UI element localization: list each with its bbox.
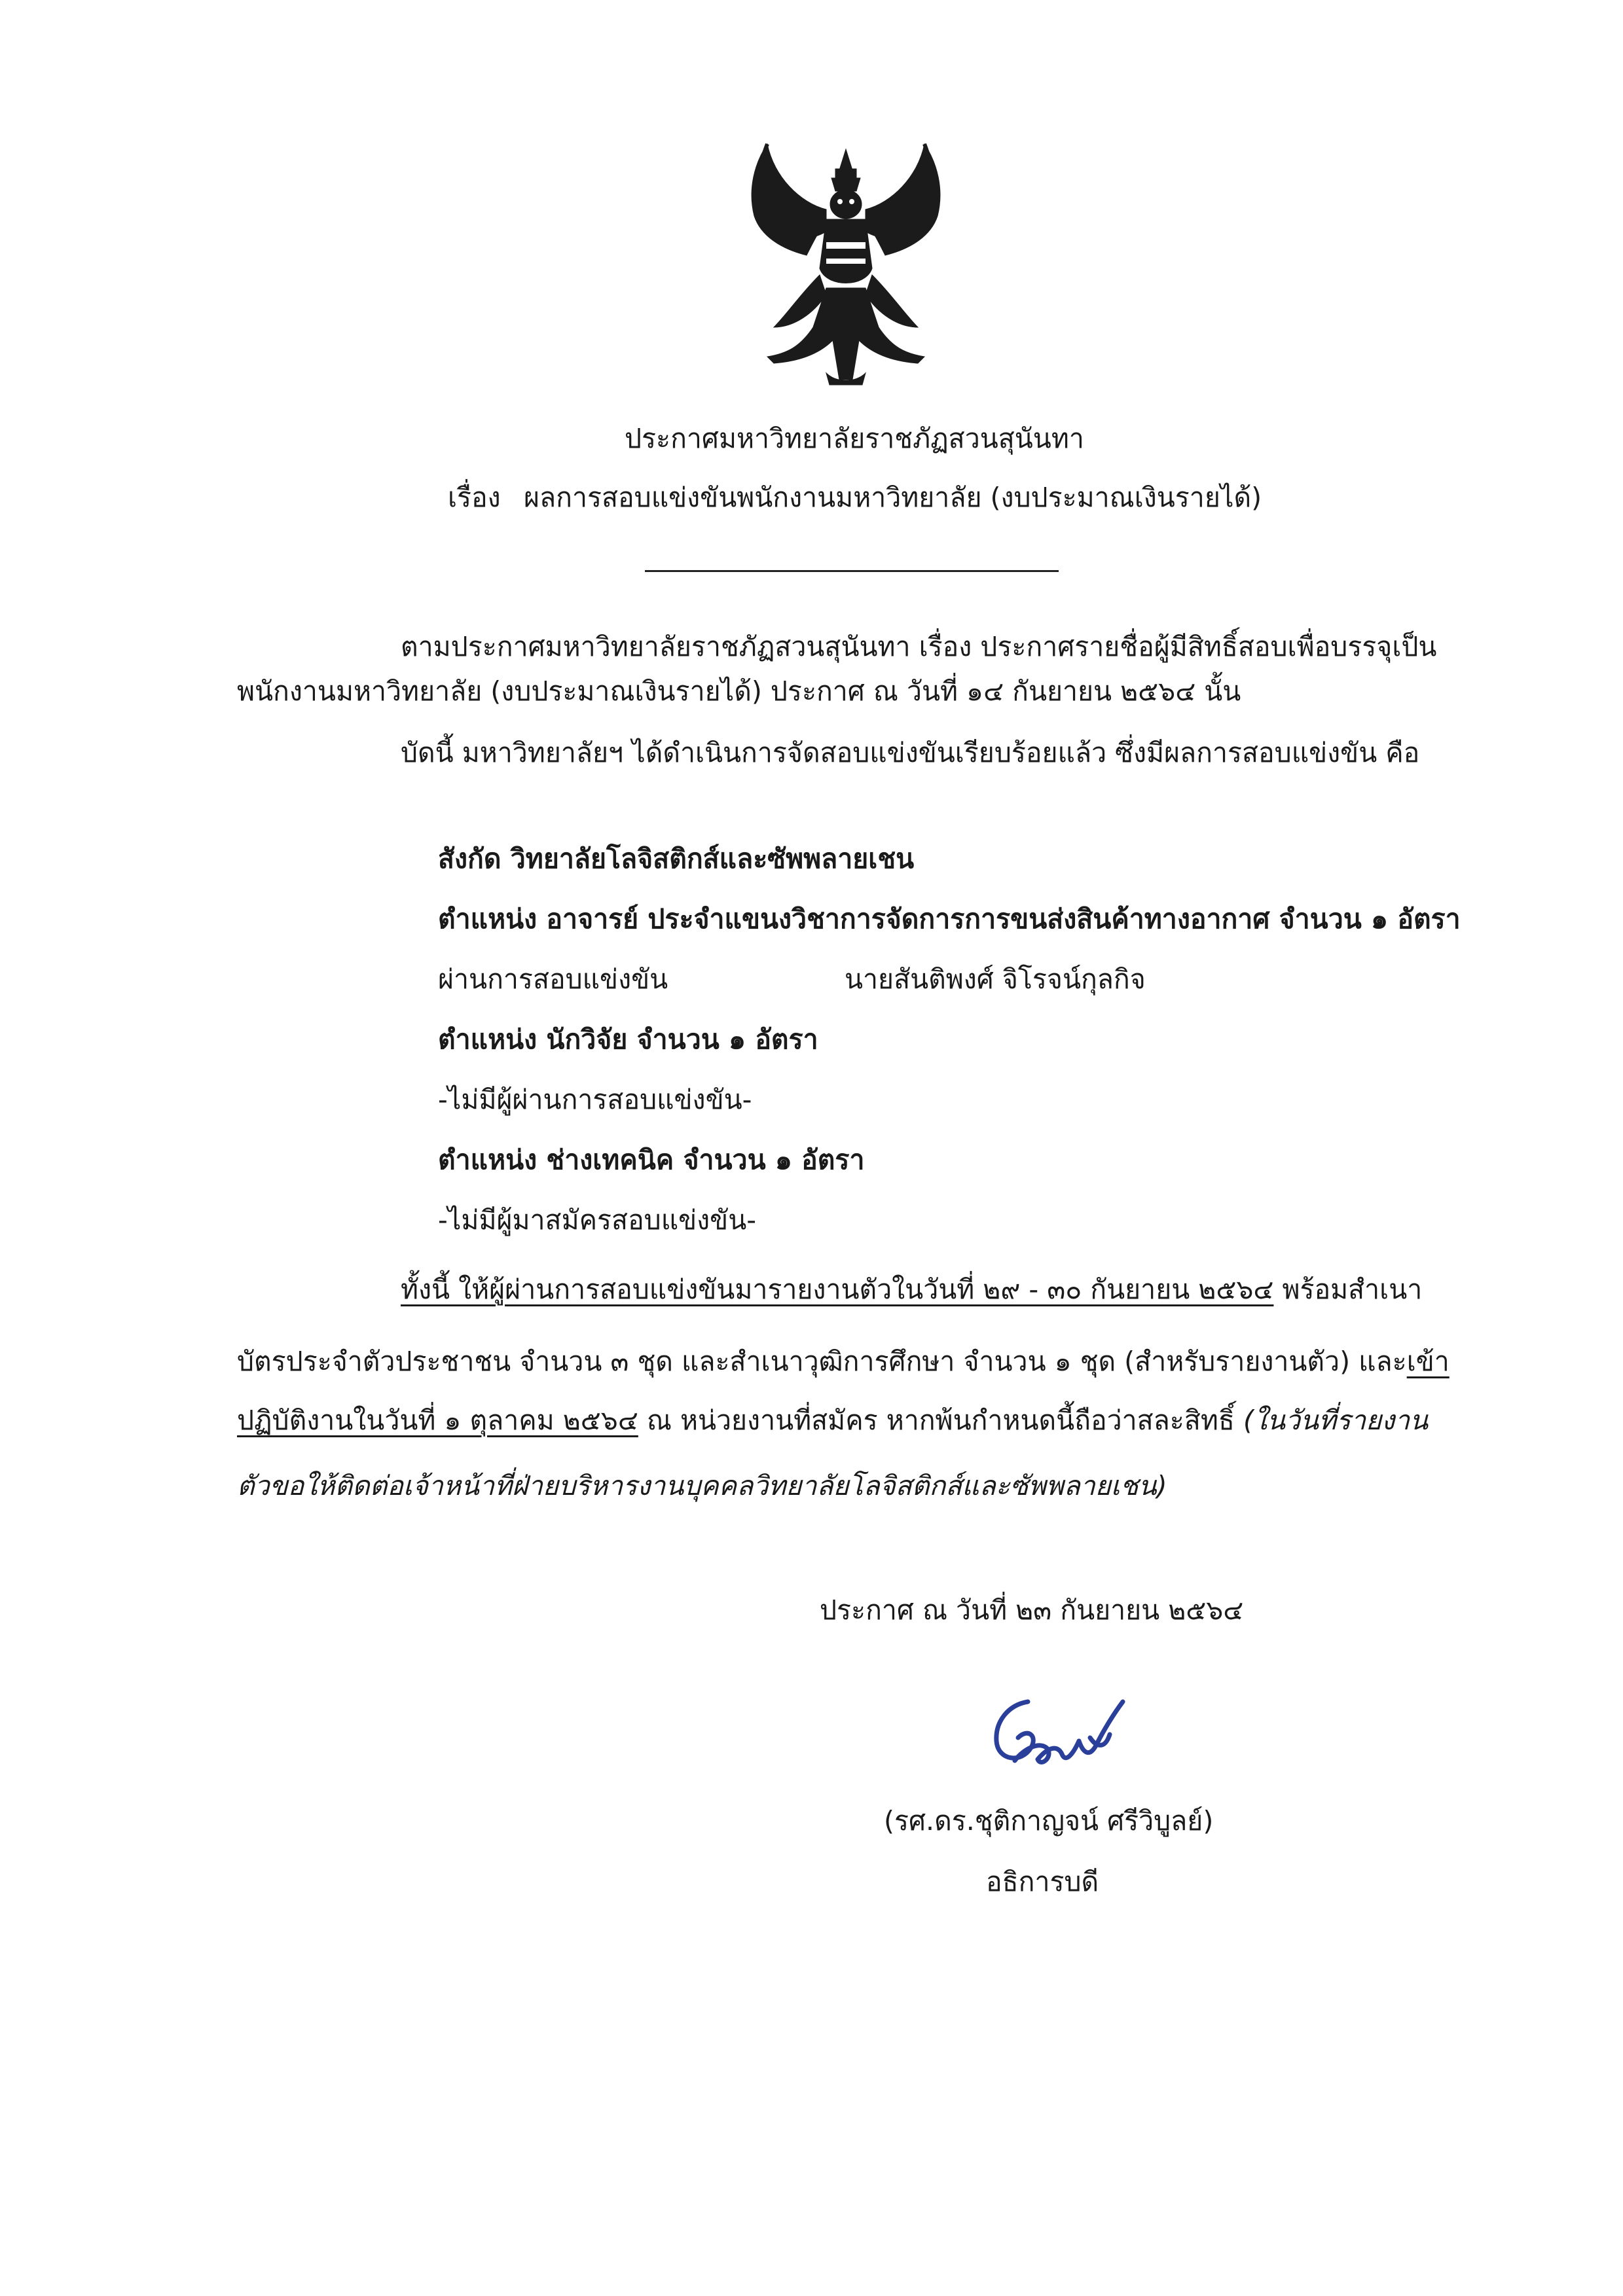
signer-name: (รศ.ดร.ชุติกาญจน์ ศรีวิบูลย์) — [884, 1805, 1214, 1837]
intro-line-3: บัดนี้ มหาวิทยาลัยฯ ได้ดำเนินการจัดสอบแข่งขันเรียบร้อยแล้ว ซึ่งมีผลการสอบแข่งขัน คือ — [401, 737, 1420, 768]
subject: ผลการสอบแข่งขันพนักงานมหาวิทยาลัย (งบประมาณเงินรายได้) — [524, 482, 1262, 513]
position-2-heading: ตำแหน่ง นักวิจัย จำนวน ๑ อัตรา — [438, 1024, 818, 1055]
start-date-underlined: ปฏิบัติงานในวันที่ ๑ ตุลาคม ๒๕๖๔ — [237, 1405, 638, 1436]
intro-line-2: พนักงานมหาวิทยาลัย (งบประมาณเงินรายได้) ประกาศ ณ วันที่ ๑๔ กันยายน ๒๕๖๔ นั้น — [237, 675, 1241, 707]
unit-heading: สังกัด วิทยาลัยโลจิสติกส์และซัพพลายเชน — [438, 843, 915, 874]
garuda-emblem-icon — [728, 131, 964, 386]
report-date-underlined: ทั้งนี้ ให้ผู้ผ่านการสอบแข่งขันมารายงานตัวในวันที่ ๒๙ - ๓๐ กันยายน ๒๕๖๔ — [401, 1274, 1274, 1305]
passed-label: ผ่านการสอบแข่งขัน — [438, 963, 668, 995]
position-3-note: -ไม่มีผู้มาสมัครสอบแข่งขัน- — [438, 1204, 757, 1236]
page-title: ประกาศมหาวิทยาลัยราชภัฏสวนสุนันทา — [625, 423, 1084, 454]
position-2-note: -ไม่มีผู้ผ่านการสอบแข่งขัน- — [438, 1084, 752, 1115]
signature-icon — [949, 1676, 1159, 1787]
notice-line-1 — [401, 1276, 1422, 1303]
notice-line-3-italic: (ในวันที่รายงาน — [1243, 1405, 1429, 1436]
notice-line-3 — [237, 1407, 1428, 1434]
subject-label: เรื่อง — [448, 482, 501, 513]
position-1-heading: ตำแหน่ง อาจารย์ ประจำแขนงวิชาการจัดการการขนส่งสินค้าทางอากาศ จำนวน ๑ อัตรา — [438, 903, 1461, 935]
signer-title: อธิการบดี — [986, 1866, 1099, 1897]
notice-line-2-underlined: เข้า — [1406, 1346, 1450, 1377]
intro-line-1: ตามประกาศมหาวิทยาลัยราชภัฏสวนสุนันทา เรื่อง ประกาศรายชื่อผู้มีสิทธิ์สอบเพื่อบรรจุเป็น — [401, 631, 1437, 662]
notice-line-4: ตัวขอให้ติดต่อเจ้าหน้าที่ฝ่ายบริหารงานบุคคลวิทยาลัยโลจิสติกส์และซัพพลายเชน) — [237, 1470, 1167, 1501]
notice-line-2-text: บัตรประจำตัวประชาชน จำนวน ๓ ชุด และสำเนาวุฒิการศึกษา จำนวน ๑ ชุด (สำหรับรายงานตัว) และ — [237, 1346, 1407, 1377]
divider — [645, 570, 1059, 572]
notice-line-3-text: ณ หน่วยงานที่สมัคร หากพ้นกำหนดนี้ถือว่าสละสิทธิ์ — [638, 1405, 1243, 1436]
announcement-date: ประกาศ ณ วันที่ ๒๓ กันยายน ๒๕๖๔ — [820, 1594, 1244, 1626]
notice-line-1-rest: พร้อมสำเนา — [1273, 1274, 1423, 1305]
position-3-heading: ตำแหน่ง ช่างเทคนิค จำนวน ๑ อัตรา — [438, 1144, 865, 1175]
notice-line-2 — [237, 1348, 1450, 1375]
passed-name: นายสันติพงศ์ จิโรจน์กุลกิจ — [845, 963, 1146, 995]
